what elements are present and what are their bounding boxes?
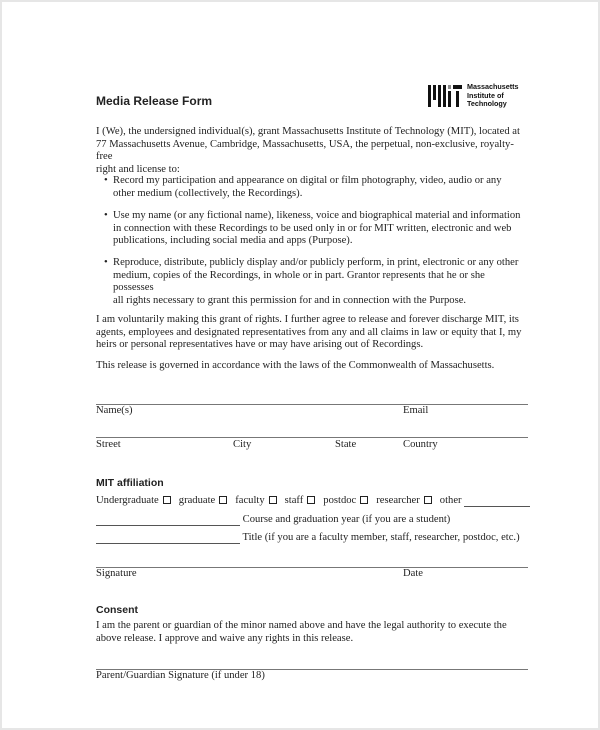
name-label: Name(s)	[96, 405, 133, 416]
graduate-checkbox[interactable]	[219, 496, 227, 504]
undergraduate-checkbox[interactable]	[163, 496, 171, 504]
voluntary-line: I am voluntarily making this grant of rights. I further agree to release and forever discharge MIT, its	[96, 314, 519, 325]
bullet-line: Use my name (or any fictional name), likeness, voice and biographical material and information	[113, 210, 521, 221]
course-row	[96, 514, 450, 526]
logo-line: Institute of	[467, 90, 504, 100]
governed-paragraph: This release is governed in accordance with the laws of the Commonwealth of Massachusetts.	[96, 360, 495, 371]
option-faculty-label: faculty	[235, 495, 265, 506]
guardian-signature-label: Parent/Guardian Signature (if under 18)	[96, 670, 265, 681]
logo-text	[467, 83, 519, 109]
mit-logo	[428, 83, 519, 109]
signature-field[interactable]	[96, 567, 528, 568]
option-researcher-label: researcher	[376, 495, 420, 506]
title-label: Title (if you are a faculty member, staff, researcher, postdoc, etc.)	[242, 532, 520, 543]
intro-line: 77 Massachusetts Avenue, Cambridge, Massachusetts, USA, the perpetual, non-exclusive, royalty-free	[96, 138, 514, 163]
option-other-label: other	[439, 495, 462, 506]
country-label: Country	[403, 439, 438, 450]
bullet-line: medium, copies of the Recordings, in whole or in part. Grantor represents that he or she possesses	[113, 269, 485, 294]
faculty-checkbox[interactable]	[269, 496, 277, 504]
email-label: Email	[403, 405, 429, 416]
name-email-field[interactable]	[96, 404, 528, 405]
postdoc-checkbox[interactable]	[360, 496, 368, 504]
bullet-marker: •	[104, 210, 108, 221]
intro-paragraph	[96, 126, 526, 176]
logo-line: Massachusetts	[467, 82, 519, 91]
bullet-line: Reproduce, distribute, publicly display and/or publicly perform, in print, electronic or any other	[113, 257, 519, 268]
bullet-line: all rights necessary to grant this permission for and in connection with the Purpose.	[113, 294, 467, 306]
form-title: Media Release Form	[96, 94, 213, 108]
title-field[interactable]	[96, 534, 240, 544]
date-label: Date	[403, 568, 423, 579]
signature-label: Signature	[96, 568, 137, 579]
street-label: Street	[96, 439, 121, 450]
city-label: City	[233, 439, 252, 450]
bullet-line: other medium (collectively, the Recordings).	[113, 187, 303, 199]
option-undergraduate-label: Undergraduate	[96, 495, 159, 506]
researcher-checkbox[interactable]	[424, 496, 432, 504]
option-postdoc-label: postdoc	[323, 495, 357, 506]
voluntary-line: heirs or personal representatives have or may have arising out of Recordings.	[96, 339, 424, 351]
affiliation-options	[96, 495, 530, 507]
other-field[interactable]	[464, 497, 530, 507]
course-field[interactable]	[96, 516, 240, 526]
intro-line: right and license to:	[96, 163, 180, 175]
mit-logo-mark	[428, 85, 462, 107]
voluntary-paragraph	[96, 314, 526, 352]
logo-line: Technology	[467, 99, 507, 108]
intro-line: I (We), the undersigned individual(s), grant Massachusetts Institute of Technology (MIT), located at	[96, 126, 520, 137]
bullet-line: publications, including social media and apps (Purpose).	[113, 235, 353, 247]
staff-checkbox[interactable]	[307, 496, 315, 504]
voluntary-line: agents, employees and designated representatives from any and all claims in law or equity that I, my	[96, 326, 522, 338]
bullet-marker: •	[104, 175, 108, 186]
title-row	[96, 532, 520, 544]
bullet-marker: •	[104, 257, 108, 268]
state-label: State	[335, 439, 357, 450]
bullet-line: Record my participation and appearance on digital or film photography, video, audio or any	[113, 175, 502, 186]
course-label: Course and graduation year (if you are a student)	[242, 514, 451, 525]
consent-line: above release. I approve and waive any rights in this release.	[96, 632, 354, 644]
affiliation-heading: MIT affiliation	[96, 477, 164, 489]
address-field[interactable]	[96, 437, 528, 438]
option-graduate-label: graduate	[178, 495, 216, 506]
bullet-line: in connection with these Recordings to be used only in or for MIT written, electronic and web	[113, 222, 512, 234]
consent-line: I am the parent or guardian of the minor named above and have the legal authority to execute the	[96, 620, 507, 631]
consent-heading: Consent	[96, 604, 138, 616]
option-staff-label: staff	[284, 495, 304, 506]
consent-paragraph	[96, 620, 526, 645]
